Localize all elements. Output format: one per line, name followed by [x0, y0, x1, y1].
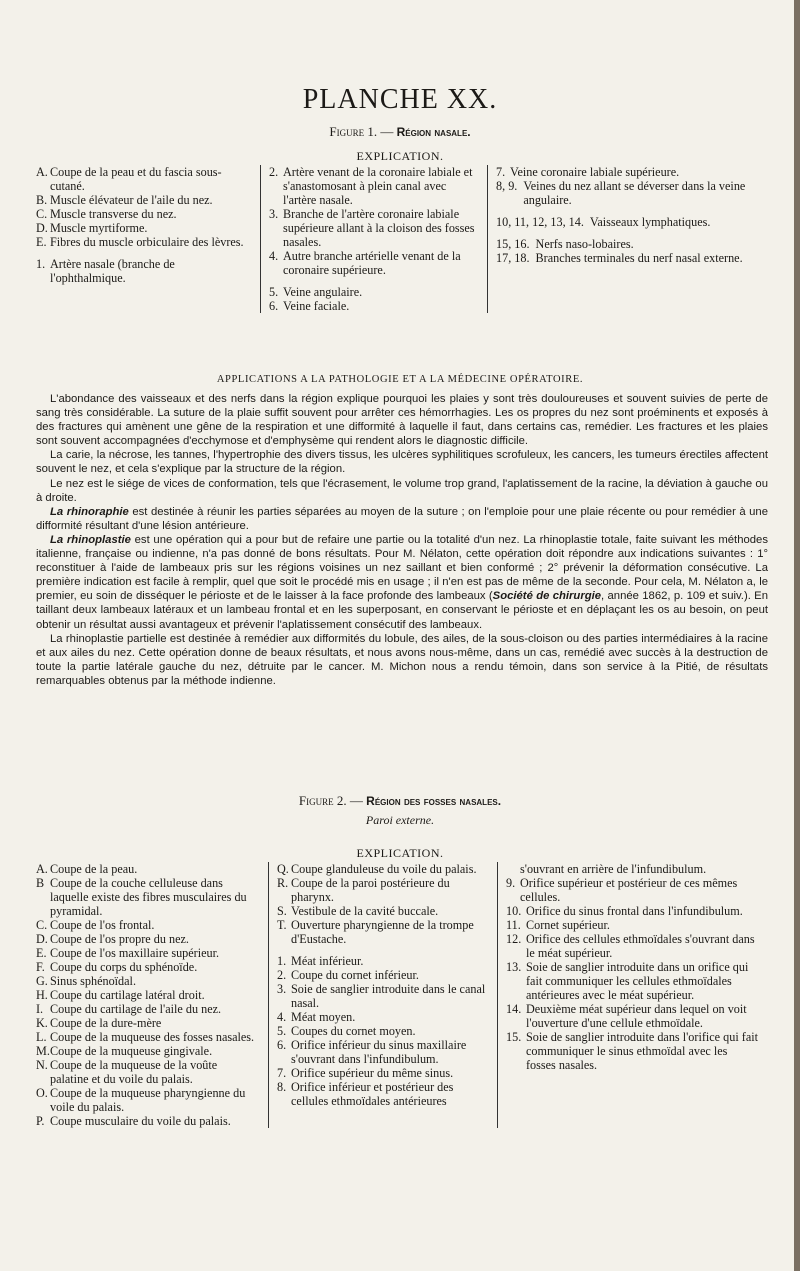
- fig2-legend-text: Coupe de l'os maxillaire supérieur.: [50, 946, 220, 960]
- fig2-legend-item: [277, 1080, 487, 1108]
- fig2-legend-text: Coupe glanduleuse du voile du palais.: [291, 862, 477, 876]
- paragraph-rhinoplastie-text-b: , année 1862, p. 109 et suiv.). En taillant deux lambeaux latéraux et un lambeau frontal et en les superposant, en conservant le périoste et en déplaçant les os au besoin, on peut obtenir un résultat aussi avantageux et prévenir l'aplatissement consécutif des lambeaux.: [36, 590, 768, 631]
- fig1-legend-item: [36, 193, 250, 207]
- fig2-legend-key: G.: [36, 974, 48, 988]
- fig2-legend-item: [506, 918, 760, 932]
- fig2-legend-key: 3.: [277, 982, 287, 996]
- fig1-legend-item: [496, 251, 754, 265]
- fig1-legend-key: 1.: [36, 257, 46, 271]
- fig2-legend-item: [277, 876, 487, 904]
- fig1-legend-key: E.: [36, 235, 47, 249]
- fig2-legend-text: Coupe du cartilage de l'aile du nez.: [50, 1002, 222, 1016]
- fig2-legend-key: S.: [277, 904, 287, 918]
- fig2-legend-key: K.: [36, 1016, 48, 1030]
- fig1-legend-text: Autre branche artérielle venant de la coronaire supérieure.: [283, 249, 461, 277]
- figure-2-legend-col-3: [497, 862, 760, 1128]
- paragraph-wounds: L'abondance des vaisseaux et des nerfs dans la région explique pourquoi les plaies y sont très douloureuses et souvent suivies de perte de sang très considérable. La suture de la plaie suffit souvent pour arrêter ces hémorrhagies. Les os propres du nez sont proéminents et exposés à des fractures qui amènent une gêne de la respiration et une difformité à laquelle il faut, dans certains cas, remédier. Les fractures et les plaies sont souvent accompagnées d'ecchymose et d'emphysème qui rendent alors le diagnostic difficile.: [36, 393, 768, 448]
- applications-heading: APPLICATIONS A LA PATHOLOGIE ET A LA MÉDECINE OPÉRATOIRE.: [216, 374, 584, 385]
- paragraph-partial-rhinoplasty: La rhinoplastie partielle est destinée à remédier aux difformités du lobule, des ailes, de la sous-cloison ou des parties intermédiaires à la racine et aux ailes du nez. Cette opération donne de beaux résultats, et nous avons nous-même, dans un cas, remédié avec succès à la destruction de toute la partie latérale gauche du nez, détruite par le cancer. M. Michon nous a rendu témoin, dans son service à la Pitié, de résultats remarquables obtenus par la méthode indienne.: [36, 632, 768, 687]
- fig1-legend-item: [496, 215, 754, 229]
- fig2-legend-key: 6.: [277, 1038, 287, 1052]
- fig2-legend-key: N.: [36, 1058, 48, 1072]
- fig2-legend-text: Sinus sphénoïdal.: [50, 974, 136, 988]
- fig1-legend-text: Muscle transverse du nez.: [50, 207, 177, 221]
- fig2-legend-text: Coupe du cartilage latéral droit.: [50, 988, 205, 1002]
- fig2-legend-text: Méat inférieur.: [291, 954, 364, 968]
- fig1-legend-key: C.: [36, 207, 48, 221]
- fig2-legend-text: Coupe de l'os frontal.: [50, 918, 155, 932]
- fig2-legend-key: F.: [36, 960, 45, 974]
- fig2-legend-key: 14.: [506, 1002, 522, 1016]
- fig2-legend-text: Coupe de la muqueuse pharyngienne du voile du palais.: [50, 1086, 246, 1114]
- fig2-legend-text: Méat moyen.: [291, 1010, 356, 1024]
- fig2-legend-text: Orifice du sinus frontal dans l'infundibulum.: [526, 904, 743, 918]
- fig2-legend-item: [36, 1114, 258, 1128]
- fig1-legend-key: 2.: [269, 165, 279, 179]
- fig1-legend-text: Artère venant de la coronaire labiale et s'anastomosant à plein canal avec l'artère nasale.: [283, 165, 473, 207]
- fig1-legend-text: Muscle élévateur de l'aile du nez.: [50, 193, 213, 207]
- fig1-legend-text: Artère nasale (branche de l'ophthalmique.: [50, 257, 175, 285]
- fig2-legend-item: [36, 1002, 258, 1016]
- fig1-legend-key: 15, 16.: [496, 237, 530, 251]
- fig2-legend-item: [277, 1038, 487, 1066]
- fig1-legend-item: [269, 207, 477, 249]
- fig2-legend-text: Coupe du corps du sphénoïde.: [50, 960, 198, 974]
- fig1-legend-key: 7.: [496, 165, 506, 179]
- fig2-legend-key: A.: [36, 862, 48, 876]
- fig2-legend-text: Soie de sanglier introduite dans le canal nasal.: [291, 982, 486, 1010]
- fig1-legend-text: Muscle myrtiforme.: [50, 221, 148, 235]
- fig2-legend-key: 1.: [277, 954, 287, 968]
- fig2-legend-key: T.: [277, 918, 287, 932]
- fig2-legend-text: Coupes du cornet moyen.: [291, 1024, 416, 1038]
- paragraph-rhinoraphie: [36, 505, 768, 533]
- figure-2-legend-col-2: [268, 862, 497, 1128]
- figure-2-label: Figure 2.: [298, 793, 347, 808]
- fig1-legend-key: B.: [36, 193, 48, 207]
- fig1-legend-item: [36, 257, 250, 285]
- fig2-legend-item: [36, 988, 258, 1002]
- paragraph-rhinoraphie-text: est destinée à réunir les parties séparées au moyen de la suture ; on l'emploie pour une plaie récente ou pour remédier à une difformité résultant d'une lésion antérieure.: [36, 505, 768, 532]
- fig2-legend-key: M.: [36, 1044, 50, 1058]
- fig2-legend-text: Cornet supérieur.: [526, 918, 610, 932]
- fig1-legend-text: Veines du nez allant se déverser dans la veine angulaire.: [523, 179, 746, 207]
- fig2-legend-text: s'ouvrant en arrière de l'infundibulum.: [520, 862, 707, 876]
- fig2-legend-item: [36, 876, 258, 918]
- fig2-legend-key: D.: [36, 932, 48, 946]
- fig2-legend-text: Orifice supérieur et postérieur de ces mêmes cellules.: [520, 876, 738, 904]
- fig2-legend-item: [277, 918, 487, 946]
- fig1-legend-key: 3.: [269, 207, 279, 221]
- fig2-legend-text: Orifice des cellules ethmoïdales s'ouvrant dans le méat supérieur.: [526, 932, 755, 960]
- figure-1-legend-col-3: [487, 165, 754, 313]
- fig2-legend-key: 7.: [277, 1066, 287, 1080]
- figure-2-legend-col-1: [36, 862, 268, 1128]
- fig1-legend-key: 17, 18.: [496, 251, 530, 265]
- fig2-legend-text: Vestibule de la cavité buccale.: [291, 904, 439, 918]
- figure-1-label: Figure 1.: [329, 124, 378, 139]
- fig2-legend-item: [36, 862, 258, 876]
- fig2-legend-key: R.: [277, 876, 289, 890]
- term-rhinoraphie: La rhinoraphie: [50, 505, 129, 518]
- fig1-legend-item: [496, 237, 754, 251]
- fig2-legend-item: [36, 932, 258, 946]
- figure-1-dash: —: [380, 124, 394, 139]
- fig2-legend-item: [36, 1016, 258, 1030]
- figure-2-subject: Région des fosses nasales.: [366, 794, 502, 808]
- fig1-legend-item: [269, 285, 477, 299]
- fig2-legend-text: Soie de sanglier introduite dans l'orifice qui fait communiquer le sinus ethmoïdal avec les fosses nasales.: [526, 1030, 759, 1072]
- fig2-legend-key: O.: [36, 1086, 48, 1100]
- fig1-legend-item: [36, 207, 250, 221]
- figure-1-heading: [0, 124, 800, 140]
- fig1-legend-item: [36, 235, 250, 249]
- fig1-legend-text: Branche de l'artère coronaire labiale supérieure allant à la cloison des fosses nasales.: [283, 207, 475, 249]
- fig1-legend-text: Veine coronaire labiale supérieure.: [510, 165, 680, 179]
- fig1-legend-text: Vaisseaux lymphatiques.: [589, 215, 711, 229]
- fig1-legend-text: Fibres du muscle orbiculaire des lèvres.: [50, 235, 244, 249]
- fig1-legend-text: Veine faciale.: [283, 299, 350, 313]
- fig2-legend-key: 13.: [506, 960, 522, 974]
- fig2-legend-key: 4.: [277, 1010, 287, 1024]
- fig2-legend-text: Coupe de la peau.: [50, 862, 138, 876]
- fig2-legend-key: 10.: [506, 904, 522, 918]
- fig2-legend-text: Coupe de la paroi postérieure du pharynx.: [291, 876, 450, 904]
- fig2-legend-item: [506, 876, 760, 904]
- paragraph-diseases: La carie, la nécrose, les tannes, l'hypertrophie des divers tissus, les ulcères syphilitiques scrofuleux, les cancers, les tumeurs érectiles affectent souvent le nez, et cela s'explique par la structure de la région.: [36, 449, 768, 476]
- fig2-legend-item: [36, 1044, 258, 1058]
- fig2-legend-item: [36, 918, 258, 932]
- fig2-legend-text: Soie de sanglier introduite dans un orifice qui fait communiquer les cellules ethmoïdales antérieures avec le méat supérieur.: [526, 960, 749, 1002]
- fig2-legend-item: [506, 1030, 760, 1072]
- fig2-legend-text: Ouverture pharyngienne de la trompe d'Eustache.: [291, 918, 474, 946]
- fig2-legend-item: [277, 862, 487, 876]
- fig1-legend-text: Branches terminales du nerf nasal externe.: [535, 251, 743, 265]
- paragraph-rhinoplastie: [36, 533, 768, 632]
- fig1-legend-text: Nerfs naso-lobaires.: [535, 237, 634, 251]
- fig2-legend-key: H.: [36, 988, 48, 1002]
- fig2-legend-text: Coupe de la couche celluleuse dans laquelle existe des fibres musculaires du pyramidal.: [50, 876, 247, 918]
- fig2-legend-text: Orifice inférieur du sinus maxillaire s'ouvrant dans l'infundibulum.: [291, 1038, 467, 1066]
- fig2-legend-item: [506, 932, 760, 960]
- fig2-legend-item: [277, 1024, 487, 1038]
- figure-1-legend: [36, 165, 768, 313]
- fig2-legend-key: [506, 862, 520, 876]
- fig2-legend-key: 8.: [277, 1080, 287, 1094]
- fig1-legend-item: [269, 249, 477, 277]
- fig2-legend-key: 15.: [506, 1030, 522, 1044]
- fig2-legend-text: Coupe de l'os propre du nez.: [50, 932, 189, 946]
- fig2-legend-item: [506, 904, 760, 918]
- figure-2-subtitle: Paroi externe.: [365, 813, 435, 827]
- citation-societe: Société de chirurgie: [492, 590, 602, 603]
- fig2-legend-text: Coupe de la muqueuse des fosses nasales.: [50, 1030, 255, 1044]
- fig2-legend-text: Orifice supérieur du même sinus.: [291, 1066, 454, 1080]
- fig2-legend-text: Coupe de la muqueuse de la voûte palatine et du voile du palais.: [50, 1058, 218, 1086]
- fig2-legend-key: B: [36, 876, 45, 890]
- fig1-legend-key: 4.: [269, 249, 279, 263]
- fig2-legend-item: [277, 982, 487, 1010]
- term-rhinoplastie: La rhinoplastie: [50, 533, 131, 546]
- fig2-legend-item: [506, 862, 760, 876]
- fig2-legend-item: [36, 974, 258, 988]
- fig1-legend-item: [496, 165, 754, 179]
- plate-title: PLANCHE XX.: [302, 84, 498, 115]
- fig2-legend-key: Q.: [277, 862, 289, 876]
- fig1-legend-item: [36, 165, 250, 193]
- figure-1-legend-col-1: [36, 165, 260, 313]
- fig2-legend-text: Coupe du cornet inférieur.: [291, 968, 419, 982]
- fig2-legend-item: [36, 946, 258, 960]
- paragraph-deformities: Le nez est le siége de vices de conformation, tels que l'écrasement, le volume trop grand, l'aplatissement de la racine, la déviation à gauche ou à droite.: [36, 477, 768, 504]
- figure-1-explication: EXPLICATION.: [356, 149, 444, 163]
- fig2-legend-key: 5.: [277, 1024, 287, 1038]
- fig1-legend-key: 5.: [269, 285, 279, 299]
- fig1-legend-text: Coupe de la peau et du fascia sous-cutané.: [50, 165, 222, 193]
- paragraph-rhinoplastie-text-a: est une opération qui a pour but de refaire une partie ou la totalité d'un nez. La rhinoplastie totale, faite suivant les méthodes italienne, française ou indienne, n'a pas donné de bons résultats. Pour M. Nélaton, cette opération doit répondre aux indications suivantes : 1° reconstituer à l'aide de lambeaux pris sur les régions voisines un nez saillant et bien conformé ; 2° prévenir la déformation consécutive. La première indication est facile à remplir, quel que soit le procédé mis en usage ; il n'en est pas de même de la seconde. Pour cela, M. Nélaton a, le premier, eu soin de disséquer le périoste et de le laisser à la face profonde des lambeaux (: [36, 533, 768, 603]
- figure-2-legend: [36, 862, 768, 1128]
- fig2-legend-item: [277, 1010, 487, 1024]
- fig1-legend-key: 10, 11, 12, 13, 14.: [496, 215, 584, 229]
- fig1-legend-key: D.: [36, 221, 48, 235]
- fig2-legend-text: Coupe de la muqueuse gingivale.: [50, 1044, 213, 1058]
- fig2-legend-text: Orifice inférieur et postérieur des cellules ethmoïdales antérieures: [291, 1080, 454, 1108]
- fig2-legend-item: [277, 954, 487, 968]
- fig2-legend-item: [277, 968, 487, 982]
- fig2-legend-text: Deuxième méat supérieur dans lequel on voit l'ouverture d'une cellule ethmoïdale.: [526, 1002, 747, 1030]
- fig2-legend-item: [36, 1086, 258, 1114]
- fig2-legend-key: E.: [36, 946, 47, 960]
- figure-2-heading: [0, 793, 800, 809]
- fig1-legend-item: [269, 165, 477, 207]
- figure-2-explication: EXPLICATION.: [356, 846, 444, 860]
- fig2-legend-key: L.: [36, 1030, 47, 1044]
- fig2-legend-text: Coupe musculaire du voile du palais.: [50, 1114, 231, 1128]
- fig1-legend-item: [269, 299, 477, 313]
- fig1-legend-text: Veine angulaire.: [283, 285, 363, 299]
- fig1-legend-item: [36, 221, 250, 235]
- fig2-legend-item: [277, 904, 487, 918]
- fig2-legend-key: P.: [36, 1114, 45, 1128]
- figure-1-subject: Région nasale.: [396, 125, 471, 139]
- fig2-legend-item: [277, 1066, 487, 1080]
- fig2-legend-key: 12.: [506, 932, 522, 946]
- fig2-legend-text: Coupe de la dure-mère: [50, 1016, 162, 1030]
- fig1-legend-key: 8, 9.: [496, 179, 518, 193]
- fig2-legend-item: [36, 1058, 258, 1086]
- fig1-legend-key: 6.: [269, 299, 279, 313]
- fig1-legend-item: [496, 179, 754, 207]
- fig2-legend-key: 9.: [506, 876, 516, 890]
- figure-1-text: [36, 392, 768, 688]
- fig2-legend-key: 2.: [277, 968, 287, 982]
- figure-1-legend-col-2: [260, 165, 487, 313]
- fig2-legend-key: 11.: [506, 918, 521, 932]
- fig2-legend-item: [36, 960, 258, 974]
- fig2-legend-item: [506, 960, 760, 1002]
- fig1-legend-key: A.: [36, 165, 48, 179]
- fig2-legend-item: [506, 1002, 760, 1030]
- fig2-legend-key: I.: [36, 1002, 44, 1016]
- fig2-legend-item: [36, 1030, 258, 1044]
- fig2-legend-key: C.: [36, 918, 48, 932]
- figure-2-dash: —: [349, 793, 363, 808]
- page-edge-shadow: [794, 0, 800, 1271]
